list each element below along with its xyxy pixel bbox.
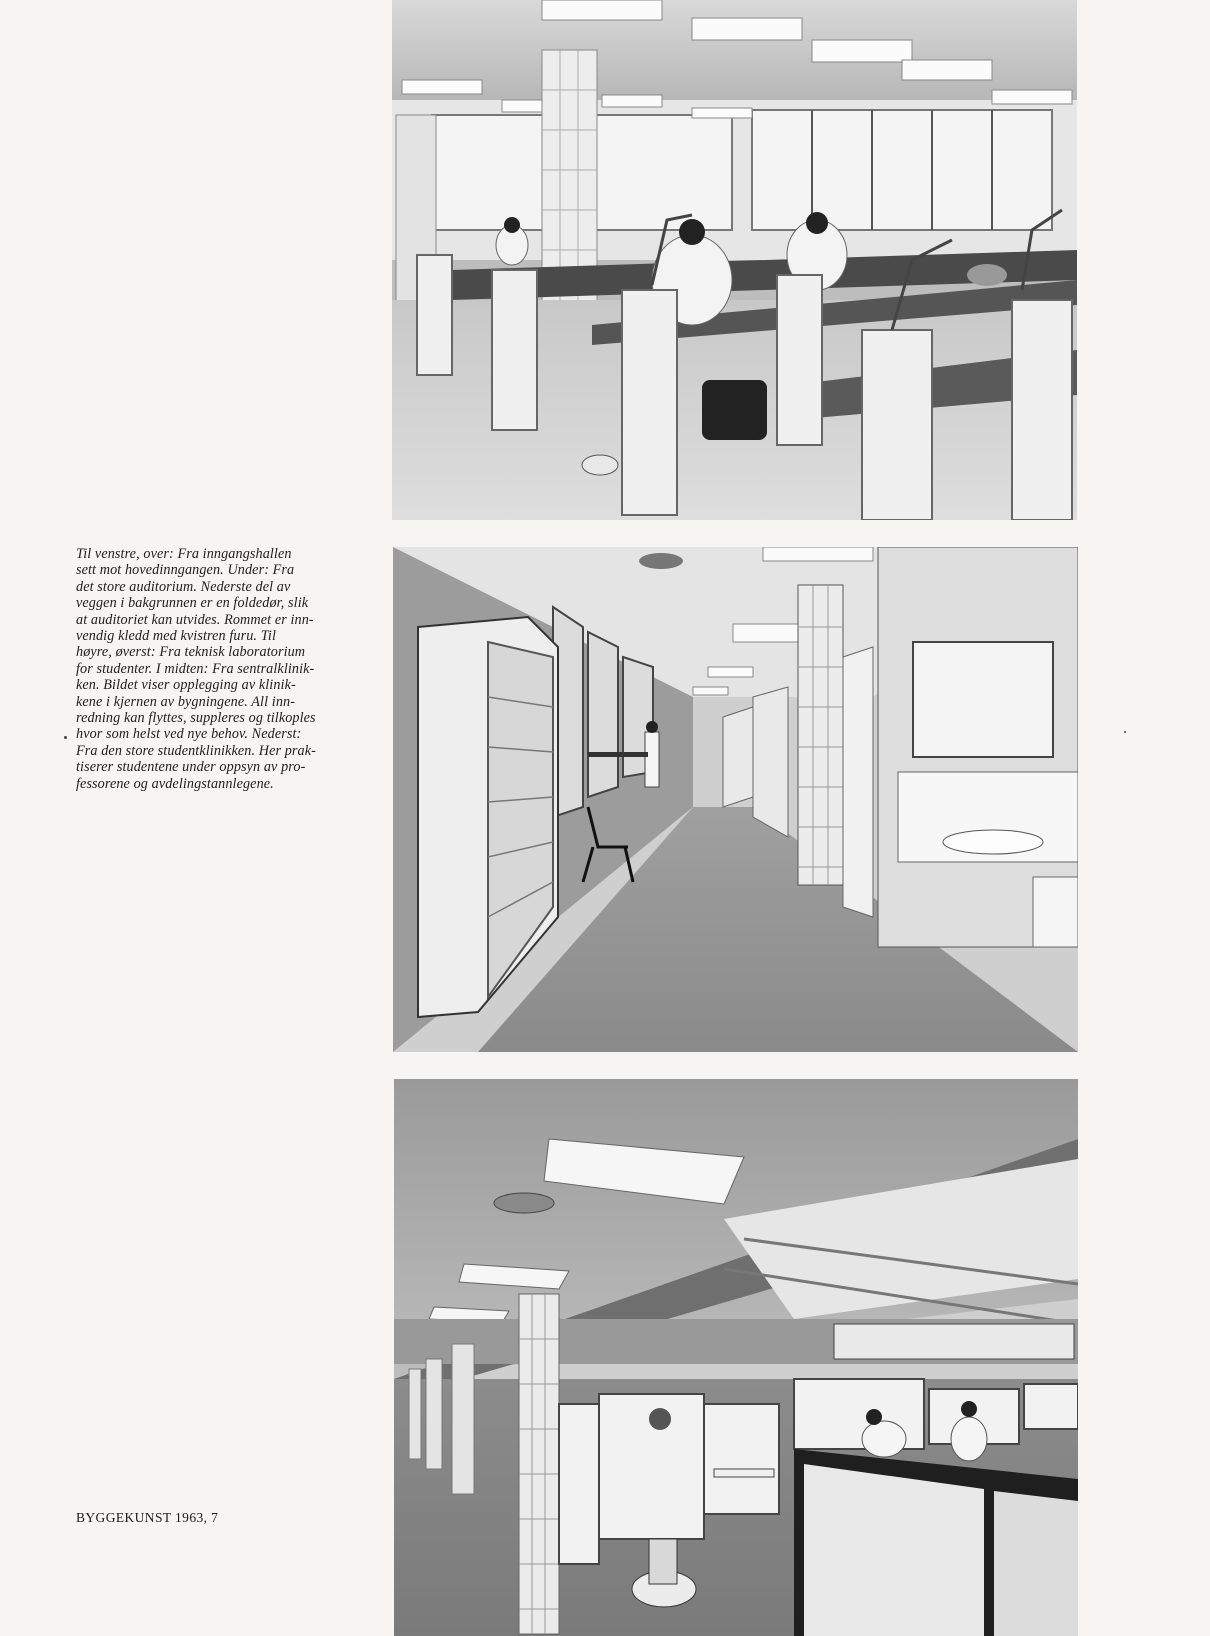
photo-central-clinic [393, 547, 1078, 1052]
photo-laboratory [392, 0, 1077, 520]
paper-speck [64, 736, 67, 739]
caption-line: redning kan flyttes, suppleres og tilkoples [76, 710, 316, 727]
caption-line: det store auditorium. Nederste del av [76, 578, 291, 595]
caption-line: sett mot hovedinngangen. Under: Fra [76, 562, 295, 579]
caption-line: for studenter. I midten: Fra sentralklinik- [76, 660, 315, 677]
page-footer: BYGGEKUNST 1963, 7 [76, 1510, 219, 1525]
caption-line: vendig kledd med kvistren furu. Til [76, 628, 276, 645]
photo-student-clinic [394, 1079, 1078, 1636]
paper-speck [1124, 731, 1126, 733]
photo-caption [76, 546, 371, 792]
caption-line: ken. Bildet viser opplegging av klinik- [76, 677, 296, 694]
caption-line: veggen i bakgrunnen er en foldedør, slik [76, 595, 309, 612]
caption-line: at auditoriet kan utvides. Rommet er inn- [76, 611, 314, 628]
caption-line: kene i kjernen av bygningene. All inn- [76, 693, 296, 710]
caption-line: høyre, øverst: Fra teknisk laboratorium [76, 644, 306, 661]
caption-line: fessorene og avdelingstannlegene. [76, 775, 274, 792]
caption-line: hvor som helst ved nye behov. Nederst: [76, 726, 302, 743]
caption-line: Til venstre, over: Fra inngangshallen [76, 546, 292, 562]
caption-line: tiserer studentene under oppsyn av pro- [76, 759, 306, 776]
caption-line: Fra den store studentklinikken. Her prak- [76, 742, 316, 759]
